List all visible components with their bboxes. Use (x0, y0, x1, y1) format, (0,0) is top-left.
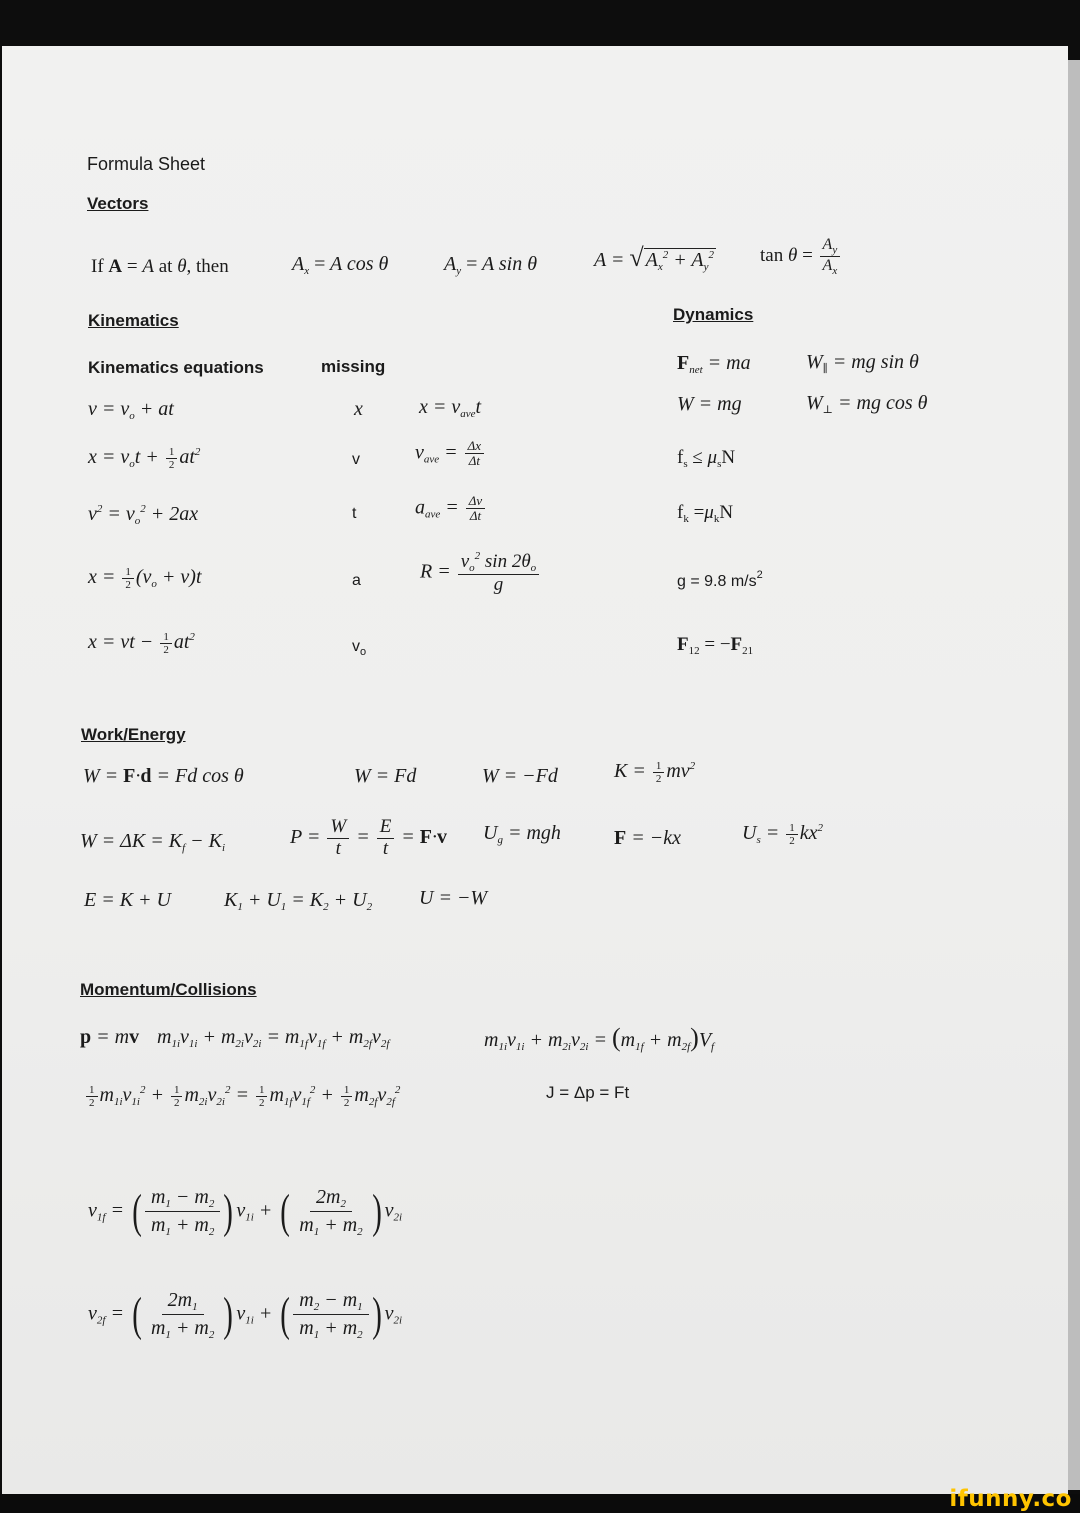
dyn-fk: $f_k =\mu_kN$ (677, 502, 734, 525)
dyn-fs: $f_s \le \mu_sN$ (677, 447, 736, 470)
kin-eq-1: $v = v_o$ + at (88, 398, 174, 422)
kin-eq-4: x = $\frac{1}{2}$ $(v_o + v)t$ (88, 566, 202, 592)
vectors-heading: Vectors (87, 194, 149, 213)
momentum-heading: Momentum/Collisions (80, 980, 257, 999)
kin-missing-2: v (352, 451, 360, 468)
mom-conservation: $m_{1i}v_{1i} + m_{2i}v_{2i} = m_{1f}v_{1f} + m_{2f}v_{2f}$ (157, 1026, 390, 1050)
we-ke: K = $\frac{1}{2}$ $mv^2$ (614, 760, 696, 786)
kin-eq-2: $x = v_ot$ + $\frac{1}{2}$ $at^2$ (88, 446, 201, 472)
dyn-fnet: $F_{net}$ = ma (677, 352, 751, 376)
vector-tan: tan θ = $\frac{A_y}{A_x}$ (760, 236, 842, 277)
mom-elastic-ke: $\frac{1}{2}$ $m_{1i}v_{1i}^2$ + $\frac{1}{2}$ $m_{2i}v_{2i}^2$ = $\frac{1}{2}$ $m_{1f}v_{1f}^2$ + $\frac{1}{2}$ $m_{2f}v_{2f}^2$ (84, 1084, 400, 1109)
we-power: P = $\frac{W}{t}$ = $\frac{E}{t}$ = F·v (290, 816, 448, 859)
mom-p: p = mv (80, 1026, 140, 1048)
kin-missing-3: t (352, 505, 357, 522)
vector-magnitude: A = √ $A_x^2 + A_y^2$ (594, 243, 714, 273)
we-conservation: $K_1 + U_1 = K_2 + U_2$ (224, 889, 373, 913)
kin-missing-4: a (352, 572, 361, 589)
watermark-logo: ifunny.co (949, 1486, 1072, 1512)
we-hooke: F = −kx (614, 827, 681, 849)
work-energy-heading: Work/Energy (81, 725, 186, 744)
kin-missing-5: $v_o$ (352, 638, 367, 658)
dyn-g: g = 9.8 $m/s^2$ (677, 569, 763, 590)
kin-alt-2: $v_{ave}$ = $\frac{\Delta x}{\Delta t}$ (415, 439, 486, 469)
dyn-wperp: $W_\perp$ = mg cos θ (806, 392, 928, 416)
kin-eq-3: $v^2 = v_o^2 + 2ax$ (88, 503, 199, 527)
we-w-neg-fd: W = −Fd (482, 765, 558, 787)
missing-header: missing (321, 357, 386, 376)
kin-missing-1: x (354, 398, 363, 420)
kin-alt-4: R = $\frac{v_o^2 \sin 2\theta_o}{g}$ (420, 550, 541, 596)
page-title: Formula Sheet (87, 154, 206, 174)
kin-alt-1: $x = v_{ave}t$ (419, 396, 482, 420)
vector-condition: If A = A at θ, then (91, 256, 229, 277)
paper-edge (1068, 60, 1080, 1490)
dyn-weight: W = mg (677, 393, 742, 415)
mom-impulse: J = Δp = Ft (546, 1083, 630, 1102)
mom-v1f: $v_{1f}$ = ( $\frac{m_1 - m_2}{m_1 + m_2}$ ) $v_{1i}$ + ( $\frac{2m_2}{m_1 + m_2}$ ) $v_{2i}$ (88, 1184, 403, 1239)
vector-ay: $A_y = A$ sin θ (444, 253, 538, 277)
kin-eq-5: x = vt − $\frac{1}{2}$ $at^2$ (88, 631, 195, 657)
mom-v2f: $v_{2f}$ = ( $\frac{2m_1}{m_1 + m_2}$ ) $v_{1i}$ + ( $\frac{m_2 - m_1}{m_1 + m_2}$ ) $v_{2i}$ (88, 1287, 403, 1342)
we-u-w: U = −W (419, 887, 488, 909)
we-energy: E = K + U (84, 889, 171, 911)
footer-bar (0, 1494, 1080, 1513)
mom-inelastic: $m_{1i}v_{1i} + m_{2i}v_{2i} = (m_{1f} + m_{2f})V_f$ (484, 1023, 715, 1053)
we-w-fd: W = Fd (354, 765, 417, 787)
we-ug: $U_g$ = mgh (483, 822, 561, 846)
vector-ax: $A_x = A$ cos θ (292, 253, 389, 277)
dyn-wpar: $W_\parallel$ = mg sin θ (806, 351, 919, 375)
we-wke: $W = \Delta K = K_f - K_i$ (80, 830, 226, 854)
we-us: $U_s$ = $\frac{1}{2}$ $kx^2$ (742, 822, 823, 848)
kin-alt-3: $a_{ave}$ = $\frac{\Delta v}{\Delta t}$ (415, 494, 487, 524)
dynamics-heading: Dynamics (673, 305, 754, 324)
kinematics-equations-header: Kinematics equations (88, 358, 264, 377)
kinematics-heading: Kinematics (88, 311, 179, 330)
dyn-third-law: $F_{12} = -F_{21}$ (677, 634, 754, 657)
we-work-dot: W = F·d = Fd cos θ (83, 765, 244, 787)
